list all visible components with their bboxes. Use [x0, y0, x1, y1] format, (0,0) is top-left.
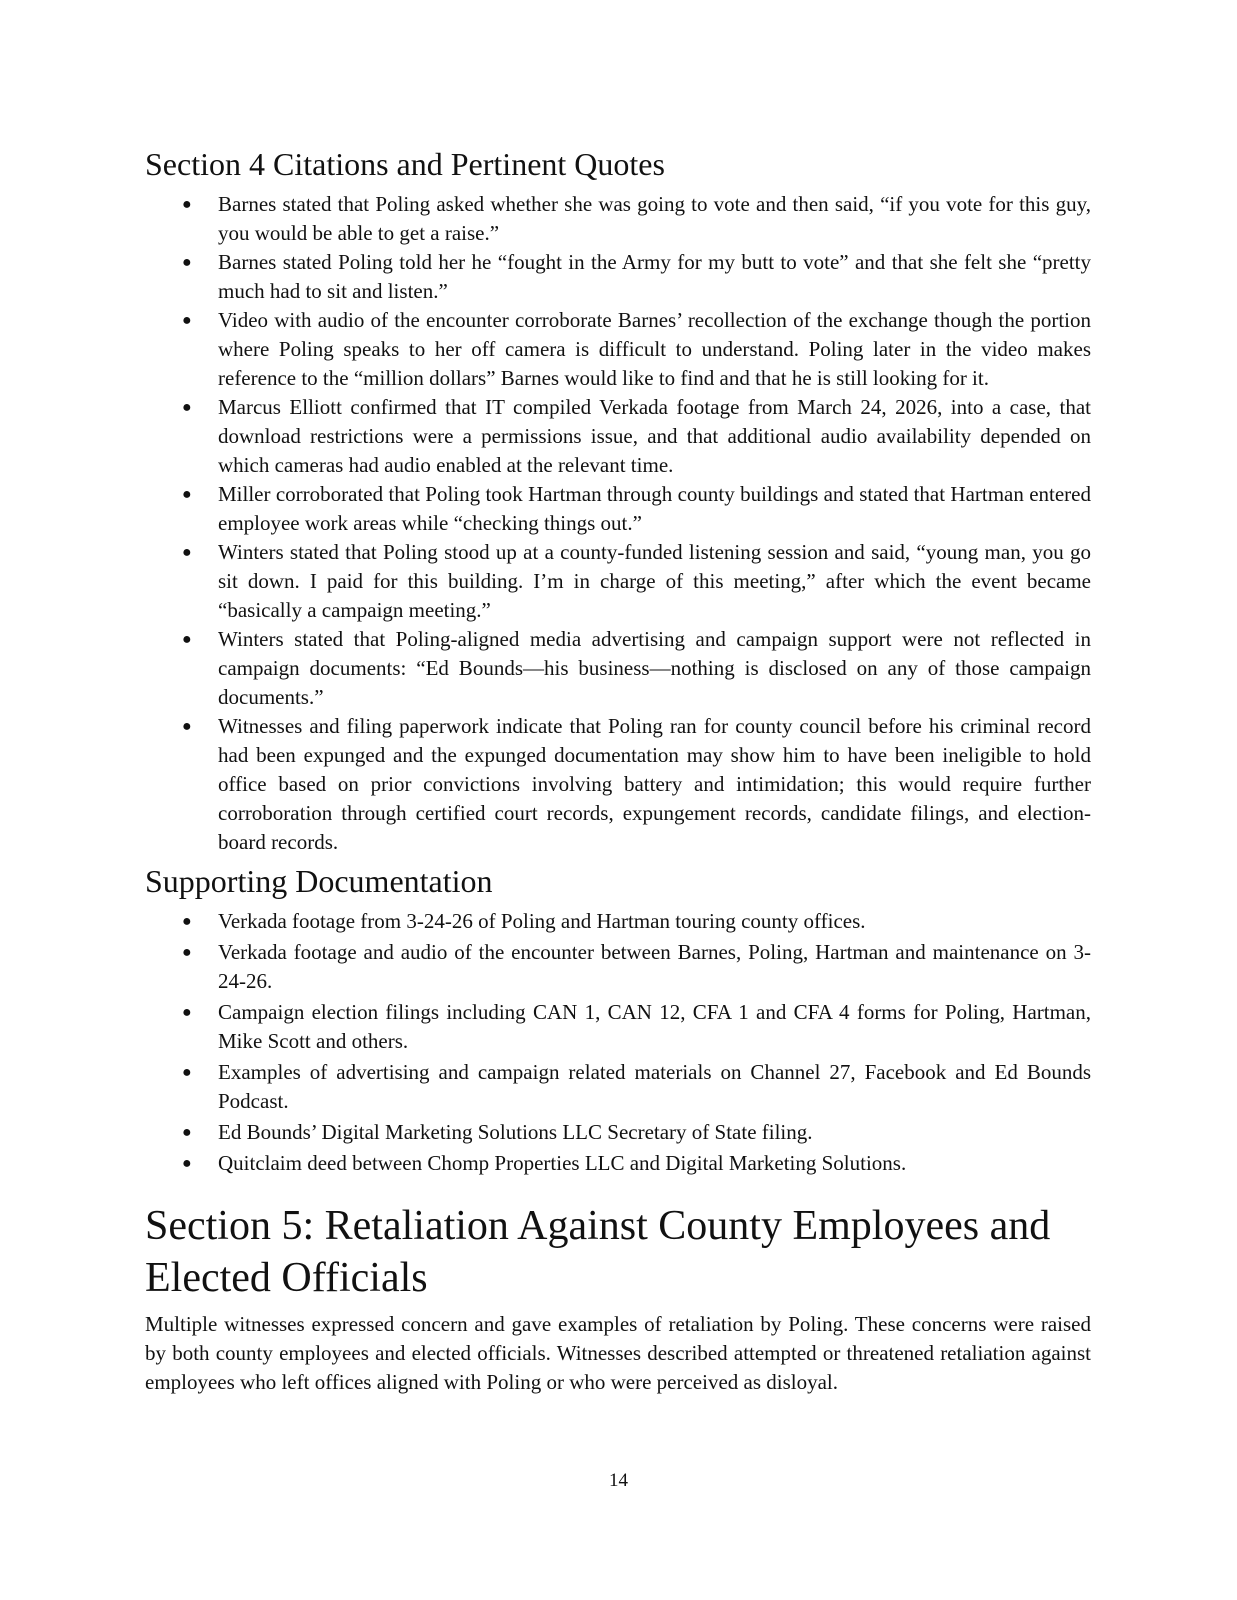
list-item-text: Verkada footage and audio of the encounter between Barnes, Poling, Hartman and maintenance on 3-24-26. [218, 940, 1091, 993]
list-item [182, 1058, 1091, 1116]
section5-paragraph: Multiple witnesses expressed concern and gave examples of retaliation by Poling. These concerns were raised by both county employees and elected officials. Witnesses described attempted or threatened retaliation against employees who left offices aligned with Poling or who were perceived as disloyal. [145, 1312, 1091, 1394]
bullet-icon: ● [182, 1004, 192, 1021]
list-item [182, 907, 1091, 936]
bullet-icon: ● [182, 254, 192, 271]
list-item-text: Campaign election filings including CAN 1, CAN 12, CFA 1 and CFA 4 forms for Poling, Hartman, Mike Scott and others. [218, 1000, 1091, 1053]
bullet-icon: ● [182, 544, 192, 561]
section5-heading: Section 5: Retaliation Against County Employees and Elected Officials [145, 1203, 1051, 1301]
list-item-text: Winters stated that Poling-aligned media advertising and campaign support were not reflected in campaign documents: “Ed Bounds—his business—nothing is disclosed on any of those campaign documents.” [218, 627, 1091, 709]
bullet-icon: ● [182, 196, 192, 213]
list-item-text: Video with audio of the encounter corroborate Barnes’ recollection of the exchange though the portion where Poling speaks to her off camera is difficult to understand. Poling later in the video makes reference to the “million dollars” Barnes would like to find and that he is still looking for it. [218, 308, 1091, 390]
bullet-icon: ● [182, 1064, 192, 1081]
bullet-icon: ● [182, 631, 192, 648]
list-item-text: Witnesses and filing paperwork indicate that Poling ran for county council before his criminal record had been expunged and the expunged documentation may show him to have been ineligible to hold office based on prior convictions involving battery and intimidation; this would require further corroboration through certified court records, expungement records, candidate filings, and election-board records. [218, 714, 1091, 854]
supporting-heading: Supporting Documentation [145, 863, 493, 899]
list-item [182, 938, 1091, 996]
page-content [145, 144, 1091, 1397]
list-item [182, 998, 1091, 1056]
bullet-icon: ● [182, 1155, 192, 1172]
list-item-text: Barnes stated Poling told her he “fought in the Army for my butt to vote” and that she felt she “pretty much had to sit and listen.” [218, 250, 1091, 303]
list-item [182, 190, 1091, 248]
bullet-icon: ● [182, 718, 192, 735]
list-item-text: Marcus Elliott confirmed that IT compiled Verkada footage from March 24, 2026, into a case, that download restrictions were a permissions issue, and that additional audio availability depended on which cameras had audio enabled at the relevant time. [218, 395, 1091, 477]
citations-list [145, 190, 1091, 857]
bullet-icon: ● [182, 944, 192, 961]
list-item [182, 1149, 1091, 1178]
list-item-text: Barnes stated that Poling asked whether she was going to vote and then said, “if you vote for this guy, you would be able to get a raise.” [218, 192, 1091, 245]
list-item-text: Verkada footage from 3-24-26 of Poling and Hartman touring county offices. [218, 909, 866, 933]
list-item [182, 538, 1091, 625]
list-item [182, 712, 1091, 857]
list-item-text: Quitclaim deed between Chomp Properties LLC and Digital Marketing Solutions. [218, 1151, 907, 1175]
supporting-docs-list [145, 907, 1091, 1178]
list-item [182, 1118, 1091, 1147]
page-number: 14 [609, 1470, 628, 1491]
list-item [182, 625, 1091, 712]
list-item [182, 480, 1091, 538]
bullet-icon: ● [182, 913, 192, 930]
bullet-icon: ● [182, 399, 192, 416]
list-item-text: Miller corroborated that Poling took Hartman through county buildings and stated that Hartman entered employee work areas while “checking things out.” [218, 482, 1091, 535]
bullet-icon: ● [182, 1124, 192, 1141]
list-item [182, 248, 1091, 306]
list-item-text: Examples of advertising and campaign related materials on Channel 27, Facebook and Ed Bounds Podcast. [218, 1060, 1091, 1113]
list-item-text: Winters stated that Poling stood up at a county-funded listening session and said, “young man, you go sit down. I paid for this building. I’m in charge of this meeting,” after which the event became “basically a campaign meeting.” [218, 540, 1091, 622]
bullet-icon: ● [182, 312, 192, 329]
section4-heading: Section 4 Citations and Pertinent Quotes [145, 146, 665, 182]
list-item [182, 393, 1091, 480]
list-item-text: Ed Bounds’ Digital Marketing Solutions LLC Secretary of State filing. [218, 1120, 813, 1144]
list-item [182, 306, 1091, 393]
bullet-icon: ● [182, 486, 192, 503]
